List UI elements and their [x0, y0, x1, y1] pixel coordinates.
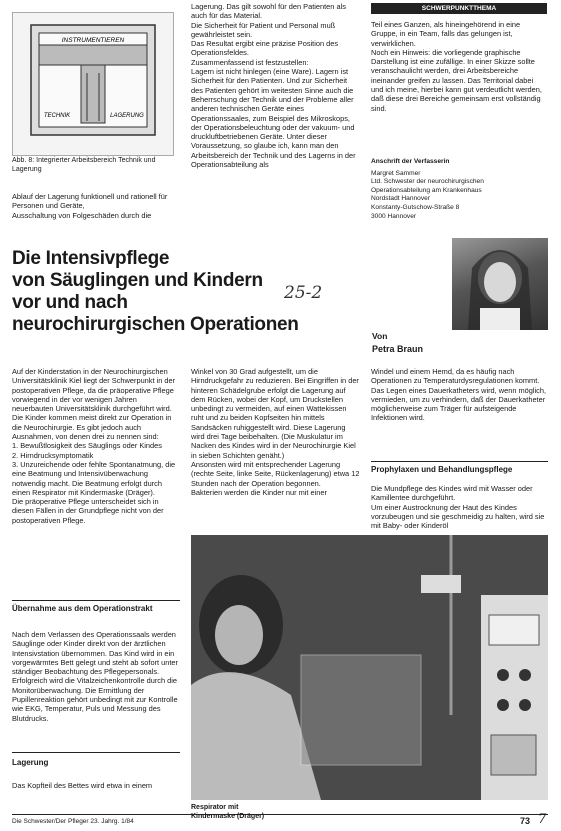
article-col1-end: [12, 781, 180, 790]
address-line: Konstanty-Gutschow-Straße 8: [371, 203, 460, 211]
footer-left: Die Schwester/Der Pfleger 23. Jahrg. 1/84: [12, 818, 134, 825]
address-line: Margret Sammer: [371, 169, 421, 177]
paragraph: Ausschaltung von Folgeschäden durch die: [12, 210, 152, 220]
address-line: Nordstadt Hannover: [371, 195, 431, 203]
figure-label-right: LAGERUNG: [110, 113, 144, 119]
handwritten-page-mark: 7: [538, 812, 547, 827]
title-line: neurochirurgischen Operationen: [12, 314, 299, 335]
paragraph: Das Resultat ergibt eine präzise Position des Operationsfeldes.: [191, 39, 339, 58]
title-line: Die Intensivpflege: [12, 248, 170, 269]
paragraph: Teil eines Ganzen, als hineingehörend in eine Gruppe, in ein Team, falls das gelungen ist, verwirklichen.: [371, 20, 521, 48]
section-rule: [12, 752, 180, 753]
photo-caption: Respirator mit Kindermaske (Dräger): [191, 804, 271, 821]
list-item: 1. Bewußtlosigkeit des Säuglings oder Kindes: [12, 441, 162, 451]
byline-von: Von: [372, 331, 388, 341]
paragraph: Das Kopfteil des Bettes wird etwa in einem: [12, 781, 153, 790]
top-col3: [371, 20, 547, 113]
page-number: 73: [520, 816, 531, 826]
paragraph: Um einer Austrocknung der Haut des Kindes vorzubeugen und sie geschmeidig zu halten, wird sie mit Baby- oder Kinderöl: [371, 502, 545, 531]
article-col1: [12, 367, 180, 525]
title-line: vor und nach: [12, 292, 128, 313]
paragraph: Noch ein Hinweis: die vorliegende graphische Darstellung ist eine zufällige. In einer Skizze sollte veranschaulicht werden, drei Arbeitsbereiche ineinander greifen zu lassen. Das Territorial dabei und ich meine, hierbei kann gut verdeutlicht werden, daß diese drei Bereiche gemeinsam erst vollständig sind.: [371, 47, 542, 113]
paragraph: Bakterien werden die Kinder nur mit einer: [191, 487, 327, 497]
portrait-photo: [452, 238, 548, 330]
author-address: [371, 158, 547, 221]
heading-prophylaxen: Prophylaxen und Behandlungspflege: [371, 465, 513, 474]
list-item: 2. Hirndrucksymptomatik: [12, 450, 94, 460]
footer-rule: [12, 814, 548, 815]
article-col1-lower: [12, 630, 180, 723]
paragraph: Die Mundpflege des Kindes wird mit Wasser oder Kamillentee durchgeführt.: [371, 484, 533, 503]
paragraph: Die präoperative Pflege unterscheidet sich in diesen Fällen in der Grundpflege nicht von der postoperativen Pflege.: [12, 497, 164, 525]
title-line: von Säuglingen und Kindern: [12, 270, 263, 291]
paragraph: Zusammenfassend ist festzustellen:: [191, 57, 309, 67]
heading-uebernahme: Übernahme aus dem Operationstrakt: [12, 604, 153, 613]
paragraph: Auf der Kinderstation in der Neurochirurgischen Universitätsklinik Kiel liegt der Schwerpunkt in der postoperativen Pflege, da die präoperative Pflege vorwiegend in der vor wenigen Jahren neuerbauten Universitätsklinik durchgeführt wird.: [12, 367, 176, 414]
section-rule: [371, 461, 548, 462]
paragraph: Ansonsten wird mit entsprechender Lagerung (rechte Seite, linke Seite, Rückenlagerung) etwa 12 Stunden nach der Operation begonnen.: [191, 459, 360, 488]
address-line: 3000 Hannover: [371, 212, 417, 220]
article-col3: [371, 367, 548, 423]
section-tag: SCHWERPUNKTTHEMA: [371, 3, 547, 14]
list-item: 3. Unzureichende oder fehlte Spontanatmung, die eine Beatmung und Intensivüberwachung notwendig macht. Die Beatmung erfolgt durch einen Respirator mit Kindermaske (Dräger).: [12, 459, 176, 497]
paragraph: Nach dem Verlassen des Operationssaals werden Säuglinge oder Kinder direkt von der ärztlichen Intensivstation übernommen. Das Kind wird in ein vorgewärmtes Bett gelegt und steht ab sofort unter ständiger Beobachtung des Pflegepersonals. Erfolgreich wird die Vitalzeichenkontrolle durch die Monitorüberwachung. Die Ermittlung der Pupillenreaktion gehört unbedingt mit zur Kontrolle wie EKG, Temperatur, Puls und Messung des Blutdrucks.: [12, 630, 178, 723]
section-rule: [12, 600, 180, 601]
handwritten-note: 25-2: [284, 283, 323, 303]
top-col1: [12, 192, 177, 220]
byline-name: Petra Braun: [372, 344, 424, 354]
article-col3-lower: [371, 484, 548, 530]
paragraph: Lagern ist nicht hinlegen (eine Ware). Lagern ist Sicherheit für den Patienten. Und zur Sicherheit des Patienten gehört im weitesten Sinne auch die Beherrschung der Technik und der Probleme aller anderen technischen Geräte eines Operationssaales, zum Beispiel des Mikroskops, der Operationsbeleuchtung oder der vakuum- und druckluftbetriebenen Geräte. Unter dieser Voraussetzung, so glaube ich, kann man den Arbeitsbereich der Technik und des Lagerns in der Operationsabteilung als: [191, 67, 356, 170]
figure-label-left: TECHNIK: [43, 113, 71, 119]
article-col2: [191, 367, 361, 497]
paragraph: Windel und einem Hemd, da es häufig nach Operationen zu Temperaturdysregulationen kommt. Das Legen eines Dauerkatheters wird, wenn möglich, vermieden, um zu verhindern, daß der Dauerkatheter möglicherweise zum Träger für aufsteigende Infektionen wird.: [371, 367, 547, 423]
paragraph: Ablauf der Lagerung funktionell und rationell für Personen und Geräte,: [12, 192, 168, 211]
paragraph: Lagerung. Das gilt sowohl für den Patienten als auch für das Material.: [191, 2, 346, 21]
address-line: Ltd. Schwester der neurochirurgischen: [371, 178, 484, 186]
author-portrait: [452, 238, 548, 330]
address-heading: Anschrift der Verfasserin: [371, 158, 450, 165]
address-line: Operationsabteilung am Krankenhaus: [371, 186, 482, 194]
figure-caption: Abb. 8: Integrierter Arbeitsbereich Technik und Lagerung: [12, 157, 156, 173]
paragraph: Winkel von 30 Grad aufgestellt, um die Hirndruckgefahr zu reduzieren. Bei Eingriffen in der hinteren Schädelgrube erfolgt die Lagerung auf dem Rücken, wobei der Kopf, um Druckstellen unbedingt zu vermeiden, auf einen Wattekissen ruht und zu beiden Kopfseiten hin mittels Sandsäcken ruhiggestellt wird. Diese Lagerung wird drei Tage beibehalten. (Die Muskulatur im Nacken des Kindes wird in der Neurochirurgie Kiel in sieben Schichten genäht.): [191, 367, 359, 460]
top-figure: [12, 12, 174, 156]
top-col2: [191, 2, 361, 169]
heading-lagerung: Lagerung: [12, 758, 49, 767]
figure-label-top: INSTRUMENTIEREN: [61, 37, 125, 44]
paragraph: Die Kinder kommen meist direkt zur Operation in die Neurochirurgie. Es gibt jedoch auch Ausnahmen, von denen drei zu nennen sind:: [12, 413, 172, 442]
respirator-photo-image: [191, 535, 548, 800]
workflow-diagram: [13, 13, 173, 155]
respirator-photo: [191, 535, 548, 800]
paragraph: Die Sicherheit für Patient und Personal muß gewährleistet sein.: [191, 20, 336, 39]
